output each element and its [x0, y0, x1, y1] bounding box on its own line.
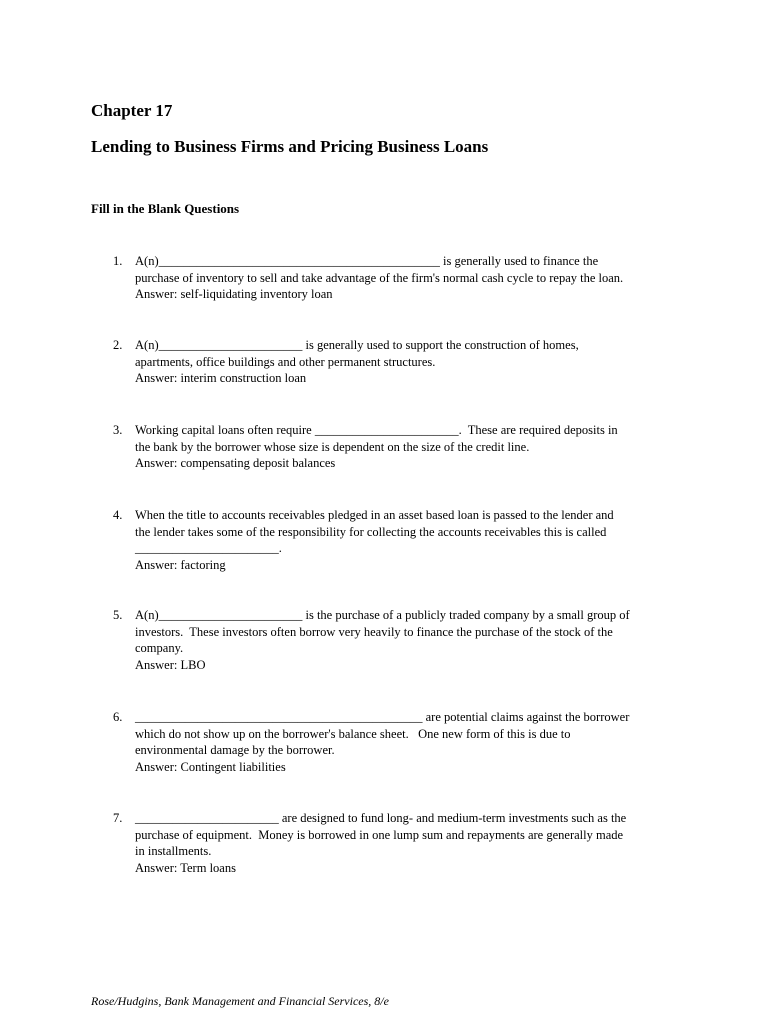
answer-line: Answer: Term loans [135, 860, 236, 875]
answer-line: Answer: self-liquidating inventory loan [135, 287, 333, 302]
question-number: 4. [113, 508, 123, 522]
question-line: apartments, office buildings and other permanent structures. [135, 354, 436, 369]
question-line: When the title to accounts receivables pledged in an asset based loan is passed to the lender and [135, 508, 614, 522]
question-line: in installments. [135, 844, 212, 859]
question-number: 2. [113, 338, 123, 352]
chapter-heading: Chapter 17 [91, 101, 173, 120]
page-footer: Rose/Hudgins, Bank Management and Financial Services, 8/e [91, 994, 389, 1008]
question-line: which do not show up on the borrower's balance sheet. One new form of this is due to [135, 726, 571, 741]
question-line: A(n)_______________________ is the purchase of a publicly traded company by a small group of [135, 608, 630, 622]
question-text [135, 422, 680, 472]
question-line: company. [135, 641, 184, 656]
question-line: _______________________ are designed to fund long- and medium-term investments such as the [135, 811, 627, 825]
question-number: 3. [113, 423, 123, 437]
question-text [135, 337, 680, 387]
answer-line: Answer: factoring [135, 557, 226, 572]
question-line: investors. These investors often borrow very heavily to finance the purchase of the stock of the [135, 624, 613, 639]
question-number: 7. [113, 811, 123, 825]
question-number: 1. [113, 254, 123, 268]
answer-line: Answer: LBO [135, 657, 206, 672]
question-number: 5. [113, 608, 123, 622]
question-line: the bank by the borrower whose size is dependent on the size of the credit line. [135, 439, 530, 454]
question-line: _______________________. [135, 541, 282, 556]
chapter-title: Lending to Business Firms and Pricing Business Loans [91, 137, 489, 156]
question-line: ______________________________________________ are potential claims against the borrower [135, 710, 630, 724]
question-text [135, 709, 680, 775]
question-line: A(n)_______________________ is generally used to support the construction of homes, [135, 338, 579, 352]
question-line: A(n)_____________________________________________ is generally used to finance the [135, 254, 599, 268]
question-line: purchase of inventory to sell and take advantage of the firm's normal cash cycle to repay the loan. [135, 270, 624, 285]
question-line: environmental damage by the borrower. [135, 743, 335, 758]
question-text [135, 810, 680, 876]
question-number: 6. [113, 710, 123, 724]
question-line: the lender takes some of the responsibility for collecting the accounts receivables this is called [135, 524, 607, 539]
section-heading: Fill in the Blank Questions [91, 201, 240, 216]
answer-line: Answer: Contingent liabilities [135, 759, 286, 774]
question-text [135, 253, 680, 303]
question-text [135, 507, 680, 573]
answer-line: Answer: compensating deposit balances [135, 456, 336, 471]
answer-line: Answer: interim construction loan [135, 371, 307, 386]
question-line: purchase of equipment. Money is borrowed in one lump sum and repayments are generally made [135, 827, 624, 842]
question-line: Working capital loans often require _______________________. These are required deposits in [135, 423, 618, 437]
question-text [135, 607, 680, 673]
